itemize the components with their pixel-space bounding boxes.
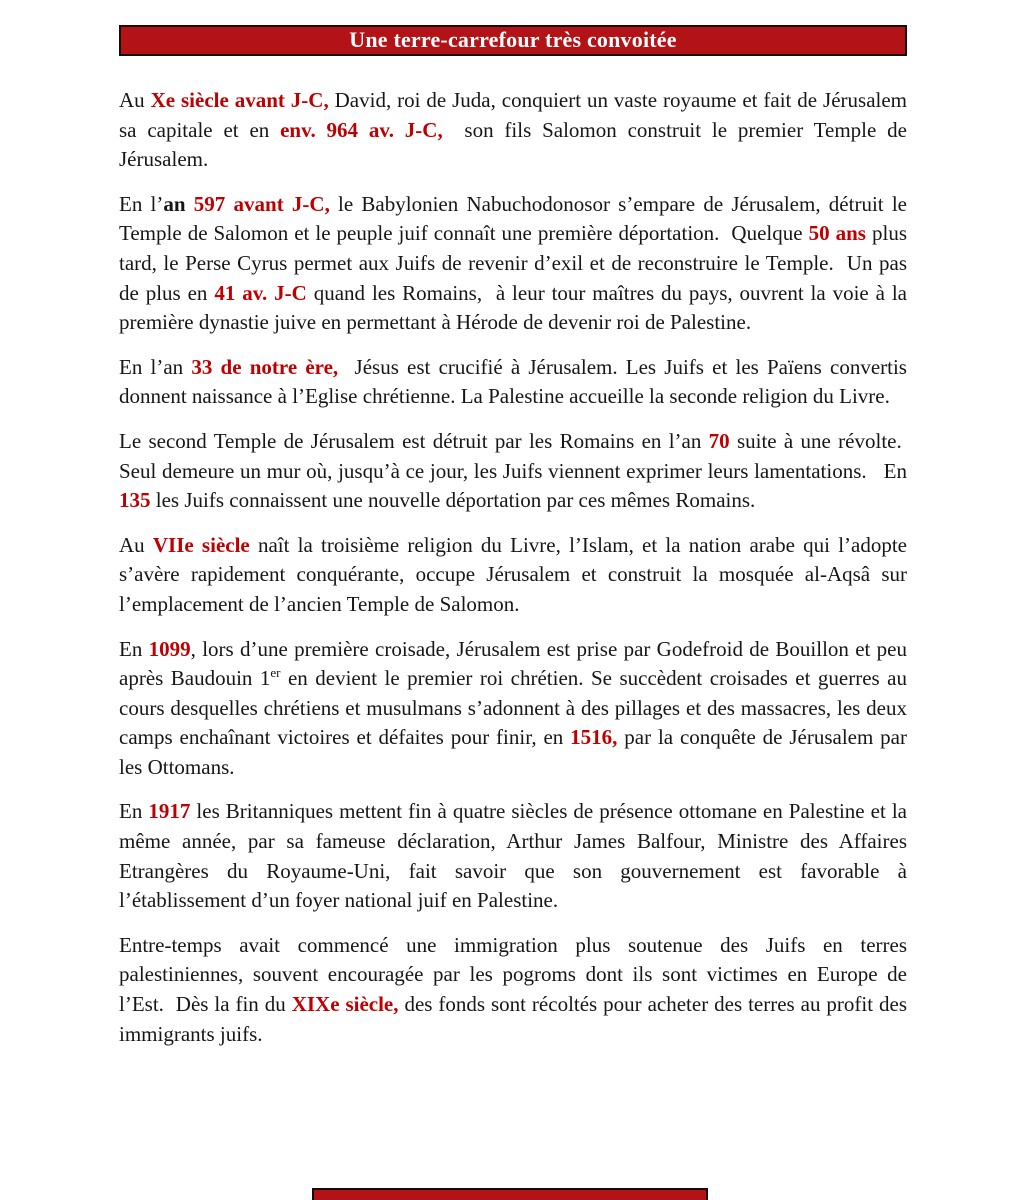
body-text-run: des fonds sont récoltés pour acheter des terres au profit des immigrants juifs. xyxy=(119,992,907,1046)
body-text-run: suite à une révolte. Seul demeure un mur où, jusqu’à ce jour, les Juifs viennent exprimer leurs lamentations. En xyxy=(119,428,907,483)
highlighted-date-text: XIXe siècle, xyxy=(291,992,399,1017)
document-body xyxy=(119,86,907,1049)
body-text-run: Le second Temple de Jérusalem est détruit par les Romains en l’an xyxy=(119,428,709,453)
body-text-run: naît la troisième religion du Livre, l’Islam, et la nation arabe qui l’adopte s’avère rapidement conquérante, occupe Jérusalem et construit la mosquée al-Aqsâ sur l’emplacement de l’ancien Temple de Salomon. xyxy=(119,532,908,616)
body-text-run: an xyxy=(163,191,194,216)
body-text-run: les Juifs connaissent une nouvelle déportation par ces mêmes Romains. xyxy=(150,488,756,513)
body-text-run: les Britanniques mettent fin à quatre siècles de présence ottomane en Palestine et la même année, par sa fameuse déclaration, Arthur James Balfour, Ministre des Affaires Etrangères du Royaume-Uni, fait savoir que son gouvernement est favorable à l’établissement d’un foyer national juif en Palestine. xyxy=(119,799,907,913)
body-text-run: , lors d’une première croisade, Jérusalem est prise par Godefroid de Bouillon et peu après Baudouin 1 xyxy=(119,636,907,691)
highlighted-date-text: 41 av. J-C xyxy=(214,280,307,305)
next-section-banner-partial xyxy=(312,1188,708,1200)
body-text-run: en devient le premier roi chrétien. Se succèdent croisades et guerres au cours desquelles chrétiens et musulmans s’adonnent à des pillages et des massacres, les deux camps enchaînant victoires et défaites pour finir, en xyxy=(119,666,907,750)
body-text-run: Au xyxy=(119,532,153,557)
body-text-run: En l’ xyxy=(119,191,164,216)
body-text-run: Au xyxy=(119,88,151,112)
highlighted-date-text: Xe siècle avant J-C, xyxy=(150,88,329,112)
paragraph xyxy=(119,635,907,783)
section-banner xyxy=(119,25,907,56)
highlighted-date-text: 135 xyxy=(119,488,151,513)
body-text-run: le Babylonien Nabuchodonosor s’empare de Jérusalem, détruit le Temple de Salomon et le peuple juif connaît une première déportation. Quelque xyxy=(119,191,908,246)
highlighted-date-text: 1917 xyxy=(148,799,191,824)
highlighted-date-text: 597 avant J-C, xyxy=(193,191,330,216)
highlighted-date-text: VIIe siècle xyxy=(152,532,250,557)
paragraph xyxy=(119,427,907,516)
paragraph xyxy=(119,797,907,915)
paragraph xyxy=(119,190,907,338)
body-text-run: Jésus est crucifié à Jérusalem. Les Juifs et les Païens convertis donnent naissance à l’Eglise chrétienne. La Palestine accueille la seconde religion du Livre. xyxy=(119,354,907,409)
highlighted-date-text: 1516, xyxy=(570,725,618,750)
body-text-run: Entre-temps avait commencé une immigration plus soutenue des Juifs en terres palestiniennes, souvent encouragée par les pogroms dont ils sont victimes en Europe de l’Est. Dès la fin du xyxy=(119,932,907,1017)
section-banner-title: Une terre-carrefour très convoitée xyxy=(349,26,677,52)
body-text-run: plus tard, le Perse Cyrus permet aux Juifs de revenir d’exil et de reconstruire le Temple. Un pas de plus en xyxy=(119,221,907,305)
body-text-run: En l’an xyxy=(119,354,192,379)
highlighted-date-text: 33 de notre ère, xyxy=(191,354,339,379)
paragraph xyxy=(119,353,907,412)
highlighted-date-text: env. 964 av. J-C, xyxy=(280,117,443,142)
highlighted-date-text: 70 xyxy=(708,428,730,453)
highlighted-date-text: 50 ans xyxy=(808,221,866,246)
body-text-run: En xyxy=(119,636,149,661)
body-text-run: David, roi de Juda, conquiert un vaste royaume et fait de Jérusalem sa capitale et en xyxy=(119,88,908,142)
paragraph xyxy=(119,86,907,175)
paragraph xyxy=(119,531,907,620)
body-text-run: par la conquête de Jérusalem par les Ottomans. xyxy=(119,725,907,779)
body-text-run: quand les Romains, à leur tour maîtres du pays, ouvrent la voie à la première dynastie juive en permettant à Hérode de devenir roi de Palestine. xyxy=(119,280,907,335)
body-text-run: En xyxy=(119,799,149,824)
paragraph xyxy=(119,931,907,1049)
body-text-run: er xyxy=(270,665,281,681)
highlighted-date-text: 1099 xyxy=(148,636,191,661)
body-text-run: son fils Salomon construit le premier Temple de Jérusalem. xyxy=(119,117,907,172)
